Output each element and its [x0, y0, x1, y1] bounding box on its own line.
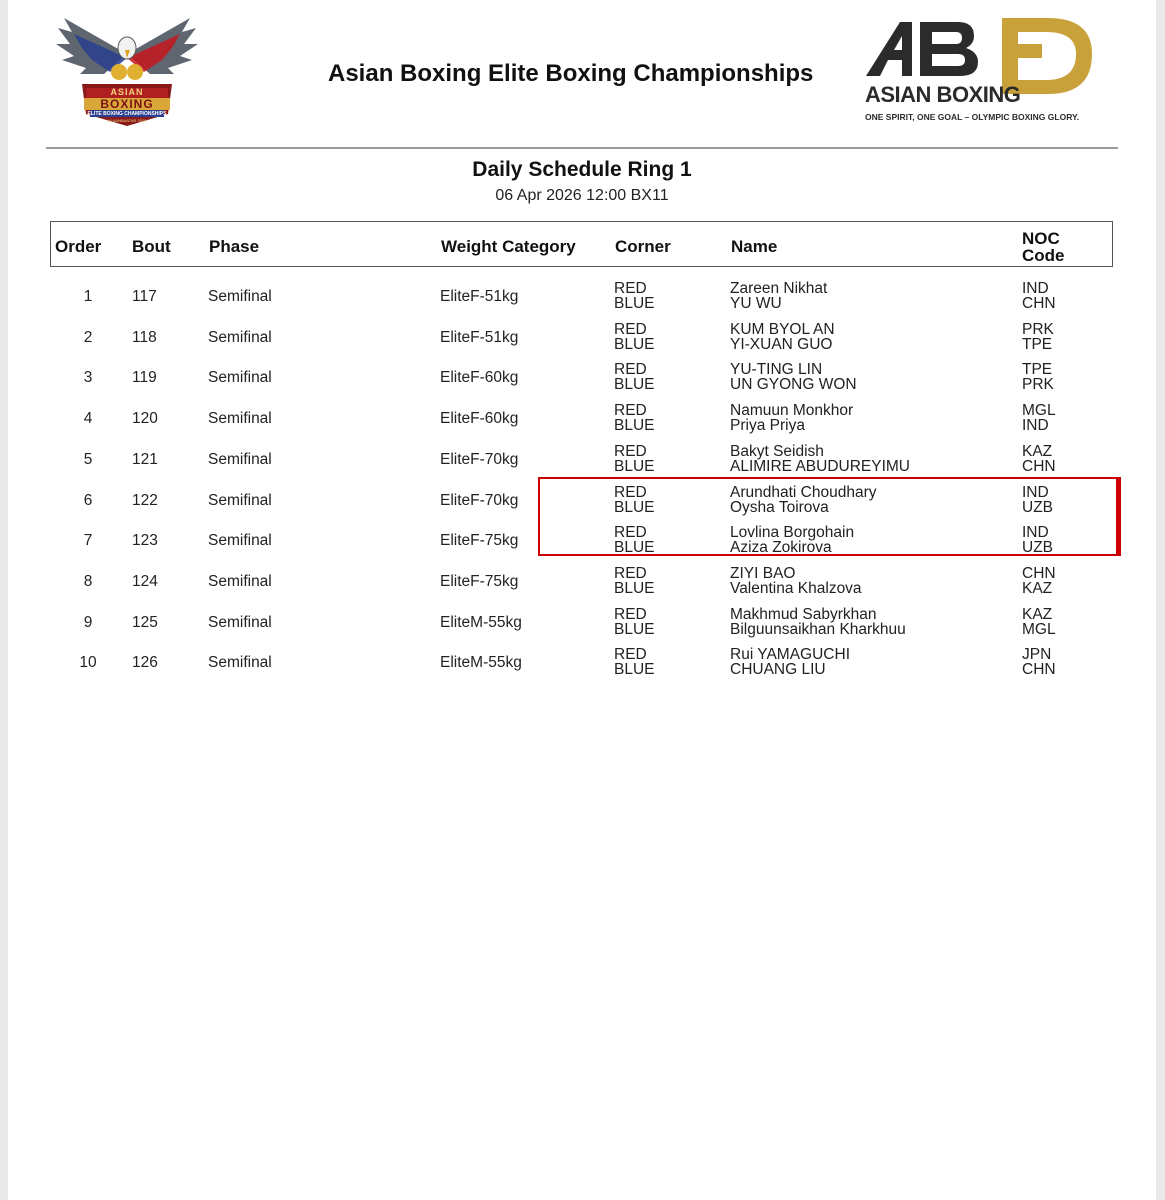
- noc-red-cell: MGL: [1022, 402, 1056, 420]
- bout-cell: 123: [132, 532, 158, 550]
- order-cell: 8: [83, 572, 93, 590]
- bout-cell: 117: [132, 288, 157, 305]
- order-cell: 1: [83, 288, 93, 305]
- weight-category-cell: EliteF-75kg: [440, 532, 519, 550]
- weight-category-cell: EliteF-70kg: [440, 450, 519, 468]
- header-divider: [46, 147, 1118, 149]
- weight-category-cell: EliteM-55kg: [440, 654, 522, 672]
- header-noc: NOC: [1022, 229, 1060, 248]
- noc-red-cell: CHN: [1022, 564, 1056, 582]
- noc-red-cell: KAZ: [1022, 605, 1053, 623]
- schedule-subtitle: 06 Apr 2026 12:00 BX11: [495, 187, 669, 204]
- noc-blue-cell: PRK: [1022, 376, 1054, 394]
- highlight-box: [538, 477, 1121, 556]
- table-row: [8, 319, 1156, 359]
- corner-red-cell: RED: [614, 483, 647, 501]
- corner-blue-cell: BLUE: [614, 661, 655, 679]
- table-row: [8, 604, 1156, 644]
- bout-cell: 121: [132, 450, 158, 468]
- bout-cell: 124: [132, 572, 158, 590]
- name-blue-cell: Bilguunsaikhan Kharkhuu: [730, 620, 906, 638]
- order-cell: 5: [83, 450, 93, 468]
- noc-red-cell: PRK: [1022, 320, 1054, 338]
- name-red-cell: Arundhati Choudhary: [730, 483, 877, 501]
- order-cell: 6: [83, 491, 93, 509]
- bout-cell: 120: [132, 410, 158, 428]
- corner-blue-cell: BLUE: [614, 620, 655, 638]
- weight-category-cell: EliteF-75kg: [440, 572, 519, 590]
- corner-blue-cell: BLUE: [614, 417, 655, 435]
- phase-cell: Semifinal: [208, 613, 272, 631]
- weight-category-cell: EliteF-60kg: [440, 410, 519, 428]
- weight-category-cell: EliteF-51kg: [440, 328, 519, 346]
- corner-red-cell: RED: [614, 402, 647, 420]
- header-bout: Bout: [132, 237, 171, 256]
- header-weight-category: Weight Category: [441, 237, 576, 256]
- corner-red-cell: RED: [614, 646, 647, 664]
- table-row: [8, 644, 1156, 684]
- weight-category-cell: EliteF-70kg: [440, 491, 519, 509]
- brand-wordmark: ASIAN BOXING: [865, 82, 1021, 107]
- bout-cell: 118: [132, 328, 157, 346]
- header-code: Code: [1022, 246, 1065, 265]
- corner-red-cell: RED: [614, 280, 647, 297]
- asian-boxing-championship-logo: [52, 14, 202, 134]
- bout-cell: 119: [132, 369, 157, 387]
- asian-boxing-brand-logo: [860, 14, 1110, 129]
- noc-blue-cell: CHN: [1022, 295, 1056, 312]
- order-cell: 7: [83, 532, 93, 550]
- phase-cell: Semifinal: [208, 572, 272, 590]
- order-cell: 3: [83, 369, 93, 387]
- name-blue-cell: Aziza Zokirova: [730, 539, 832, 557]
- table-header: [50, 221, 1113, 267]
- name-red-cell: Bakyt Seidish: [730, 442, 824, 460]
- noc-blue-cell: CHN: [1022, 457, 1056, 475]
- corner-blue-cell: BLUE: [614, 579, 655, 597]
- name-blue-cell: ALIMIRE ABUDUREYIMU: [730, 457, 911, 475]
- event-title: Asian Boxing Elite Boxing Championships: [328, 60, 814, 87]
- table-row: [8, 278, 1156, 318]
- name-blue-cell: Valentina Khalzova: [730, 579, 862, 597]
- corner-red-cell: RED: [614, 320, 647, 338]
- phase-cell: Semifinal: [208, 369, 272, 387]
- name-red-cell: Rui YAMAGUCHI: [730, 646, 851, 664]
- bout-cell: 122: [132, 491, 158, 509]
- corner-blue-cell: BLUE: [614, 335, 655, 353]
- corner-red-cell: RED: [614, 524, 647, 542]
- name-red-cell: ZIYI BAO: [730, 564, 796, 582]
- logo-text-boxing: BOXING: [100, 97, 154, 111]
- phase-cell: Semifinal: [208, 328, 272, 346]
- schedule-title: Daily Schedule Ring 1: [472, 158, 692, 181]
- order-cell: 10: [79, 654, 97, 672]
- document-page: [8, 0, 1156, 1200]
- name-red-cell: Lovlina Borgohain: [730, 524, 855, 542]
- phase-cell: Semifinal: [208, 491, 272, 509]
- phase-cell: Semifinal: [208, 288, 272, 305]
- name-blue-cell: Priya Priya: [730, 417, 805, 435]
- corner-blue-cell: BLUE: [614, 376, 655, 394]
- bout-cell: 125: [132, 613, 158, 631]
- noc-blue-cell: UZB: [1022, 539, 1053, 557]
- noc-red-cell: IND: [1022, 524, 1049, 542]
- corner-red-cell: RED: [614, 605, 647, 623]
- header-order: Order: [55, 237, 102, 256]
- noc-blue-cell: KAZ: [1022, 579, 1053, 597]
- bout-cell: 126: [132, 654, 158, 672]
- name-red-cell: KUM BYOL AN: [730, 320, 835, 338]
- phase-cell: Semifinal: [208, 450, 272, 468]
- corner-red-cell: RED: [614, 361, 647, 379]
- noc-blue-cell: UZB: [1022, 498, 1053, 516]
- name-blue-cell: CHUANG LIU: [730, 661, 826, 679]
- weight-category-cell: EliteM-55kg: [440, 613, 522, 631]
- header-corner: Corner: [615, 237, 671, 256]
- name-blue-cell: YI-XUAN GUO: [730, 335, 833, 353]
- corner-blue-cell: BLUE: [614, 539, 655, 557]
- corner-blue-cell: BLUE: [614, 457, 655, 475]
- noc-red-cell: KAZ: [1022, 442, 1053, 460]
- logo-text-asian: ASIAN: [110, 87, 144, 97]
- noc-blue-cell: CHN: [1022, 661, 1056, 679]
- table-row: [8, 400, 1156, 440]
- corner-blue-cell: BLUE: [614, 498, 655, 516]
- noc-blue-cell: TPE: [1022, 335, 1053, 353]
- name-red-cell: YU-TING LIN: [730, 361, 823, 379]
- noc-red-cell: JPN: [1022, 646, 1052, 664]
- table-row: [8, 563, 1156, 603]
- name-red-cell: Makhmud Sabyrkhan: [730, 605, 877, 623]
- table-row: [8, 359, 1156, 399]
- header-phase: Phase: [209, 237, 260, 256]
- brand-tagline: ONE SPIRIT, ONE GOAL – OLYMPIC BOXING GLORY.: [865, 112, 1080, 122]
- table-row: [8, 441, 1156, 481]
- name-red-cell: Zareen Nikhat: [730, 280, 828, 297]
- header-name: Name: [731, 237, 778, 256]
- order-cell: 2: [83, 328, 93, 346]
- order-cell: 4: [83, 410, 93, 428]
- logo-text-city: ULAANBAATAR 2026: [107, 118, 147, 123]
- noc-red-cell: IND: [1022, 280, 1049, 297]
- corner-red-cell: RED: [614, 442, 647, 460]
- phase-cell: Semifinal: [208, 410, 272, 428]
- noc-red-cell: TPE: [1022, 361, 1053, 379]
- logo-text-championships: ELITE BOXING CHAMPIONSHIPS: [87, 111, 167, 117]
- corner-blue-cell: BLUE: [614, 295, 655, 312]
- weight-category-cell: EliteF-60kg: [440, 369, 519, 387]
- weight-category-cell: EliteF-51kg: [440, 288, 519, 305]
- name-blue-cell: UN GYONG WON: [730, 376, 857, 394]
- name-red-cell: Namuun Monkhor: [730, 402, 854, 420]
- phase-cell: Semifinal: [208, 654, 272, 672]
- name-blue-cell: Oysha Toirova: [730, 498, 829, 516]
- phase-cell: Semifinal: [208, 532, 272, 550]
- name-blue-cell: YU WU: [730, 295, 782, 312]
- noc-blue-cell: MGL: [1022, 620, 1056, 638]
- noc-blue-cell: IND: [1022, 417, 1049, 435]
- corner-red-cell: RED: [614, 564, 647, 582]
- noc-red-cell: IND: [1022, 483, 1049, 501]
- order-cell: 9: [83, 613, 93, 631]
